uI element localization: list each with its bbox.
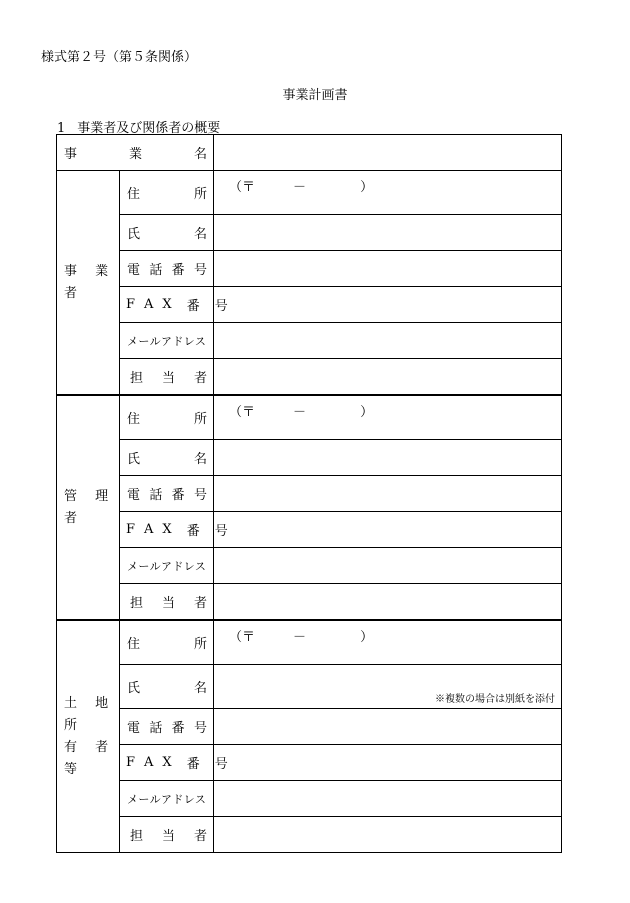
phone-label: 電 話 番 号: [120, 251, 214, 287]
operator-phone-row: [57, 251, 562, 287]
manager-contact-row: [57, 584, 562, 621]
business-name-row: [57, 135, 562, 171]
landowner-name-field[interactable]: [214, 665, 562, 709]
postal-code: （ 〒 － ）: [229, 401, 373, 420]
manager-contact-field[interactable]: [214, 584, 562, 621]
contact-label: 担 当 者: [120, 584, 214, 621]
landowner-phone-row: [57, 709, 562, 745]
phone-label: 電 話 番 号: [120, 476, 214, 512]
landowner-contact-row: [57, 817, 562, 853]
fax-label: F A X 番 号: [120, 512, 214, 548]
contact-label: 担 当 者: [120, 359, 214, 396]
manager-phone-row: [57, 476, 562, 512]
manager-name-row: [57, 440, 562, 476]
manager-email-field[interactable]: [214, 548, 562, 584]
postal-mark-icon: 〒: [242, 405, 256, 420]
manager-fax-row: [57, 512, 562, 548]
business-name-label: 事 業 名: [57, 135, 214, 171]
email-label: メールアドレス: [120, 548, 214, 584]
operator-address-field[interactable]: [214, 171, 562, 215]
operator-name-field[interactable]: [214, 215, 562, 251]
landowner-address-field[interactable]: [214, 620, 562, 665]
postal-mark-icon: 〒: [242, 180, 256, 195]
section-number: 1: [57, 121, 66, 136]
landowner-contact-field[interactable]: [214, 817, 562, 853]
postal-mark-icon: 〒: [242, 630, 256, 645]
landowner-group-label: 土 地 所 有 者 等: [57, 620, 120, 853]
operator-name-row: [57, 215, 562, 251]
operator-fax-field[interactable]: [214, 287, 562, 323]
name-label: 氏 名: [120, 440, 214, 476]
operator-address-row: [57, 171, 562, 215]
document-title: 事業計画書: [282, 88, 348, 103]
landowner-email-field[interactable]: [214, 781, 562, 817]
manager-address-row: [57, 395, 562, 440]
manager-group-label: 管 理 者: [57, 395, 120, 620]
manager-fax-field[interactable]: [214, 512, 562, 548]
address-label: 住 所: [120, 395, 214, 440]
operator-email-row: [57, 323, 562, 359]
fax-label: F A X 番 号: [120, 745, 214, 781]
landowner-fax-field[interactable]: [214, 745, 562, 781]
form-number: 様式第２号（第５条関係）: [41, 50, 198, 65]
landowner-phone-field[interactable]: [214, 709, 562, 745]
address-label: 住 所: [120, 171, 214, 215]
manager-phone-field[interactable]: [214, 476, 562, 512]
operator-contact-field[interactable]: [214, 359, 562, 396]
address-label: 住 所: [120, 620, 214, 665]
fax-label: F A X 番 号: [120, 287, 214, 323]
name-label: 氏 名: [120, 665, 214, 709]
contact-label: 担 当 者: [120, 817, 214, 853]
operator-email-field[interactable]: [214, 323, 562, 359]
phone-label: 電 話 番 号: [120, 709, 214, 745]
email-label: メールアドレス: [120, 781, 214, 817]
postal-code: （ 〒 － ）: [229, 626, 373, 645]
operator-group-label: 事 業 者: [57, 171, 120, 396]
landowner-address-row: [57, 620, 562, 665]
manager-email-row: [57, 548, 562, 584]
landowner-fax-row: [57, 745, 562, 781]
attachment-note: ※複数の場合は別紙を添付: [435, 694, 556, 705]
operator-contact-row: [57, 359, 562, 396]
landowner-name-row: [57, 665, 562, 709]
email-label: メールアドレス: [120, 323, 214, 359]
manager-name-field[interactable]: [214, 440, 562, 476]
business-overview-table: [56, 134, 562, 853]
postal-code: （ 〒 － ）: [229, 176, 373, 195]
operator-fax-row: [57, 287, 562, 323]
business-name-field[interactable]: [214, 135, 562, 171]
manager-address-field[interactable]: [214, 395, 562, 440]
name-label: 氏 名: [120, 215, 214, 251]
section-title: 事業者及び関係者の概要: [77, 121, 221, 136]
landowner-email-row: [57, 781, 562, 817]
operator-phone-field[interactable]: [214, 251, 562, 287]
